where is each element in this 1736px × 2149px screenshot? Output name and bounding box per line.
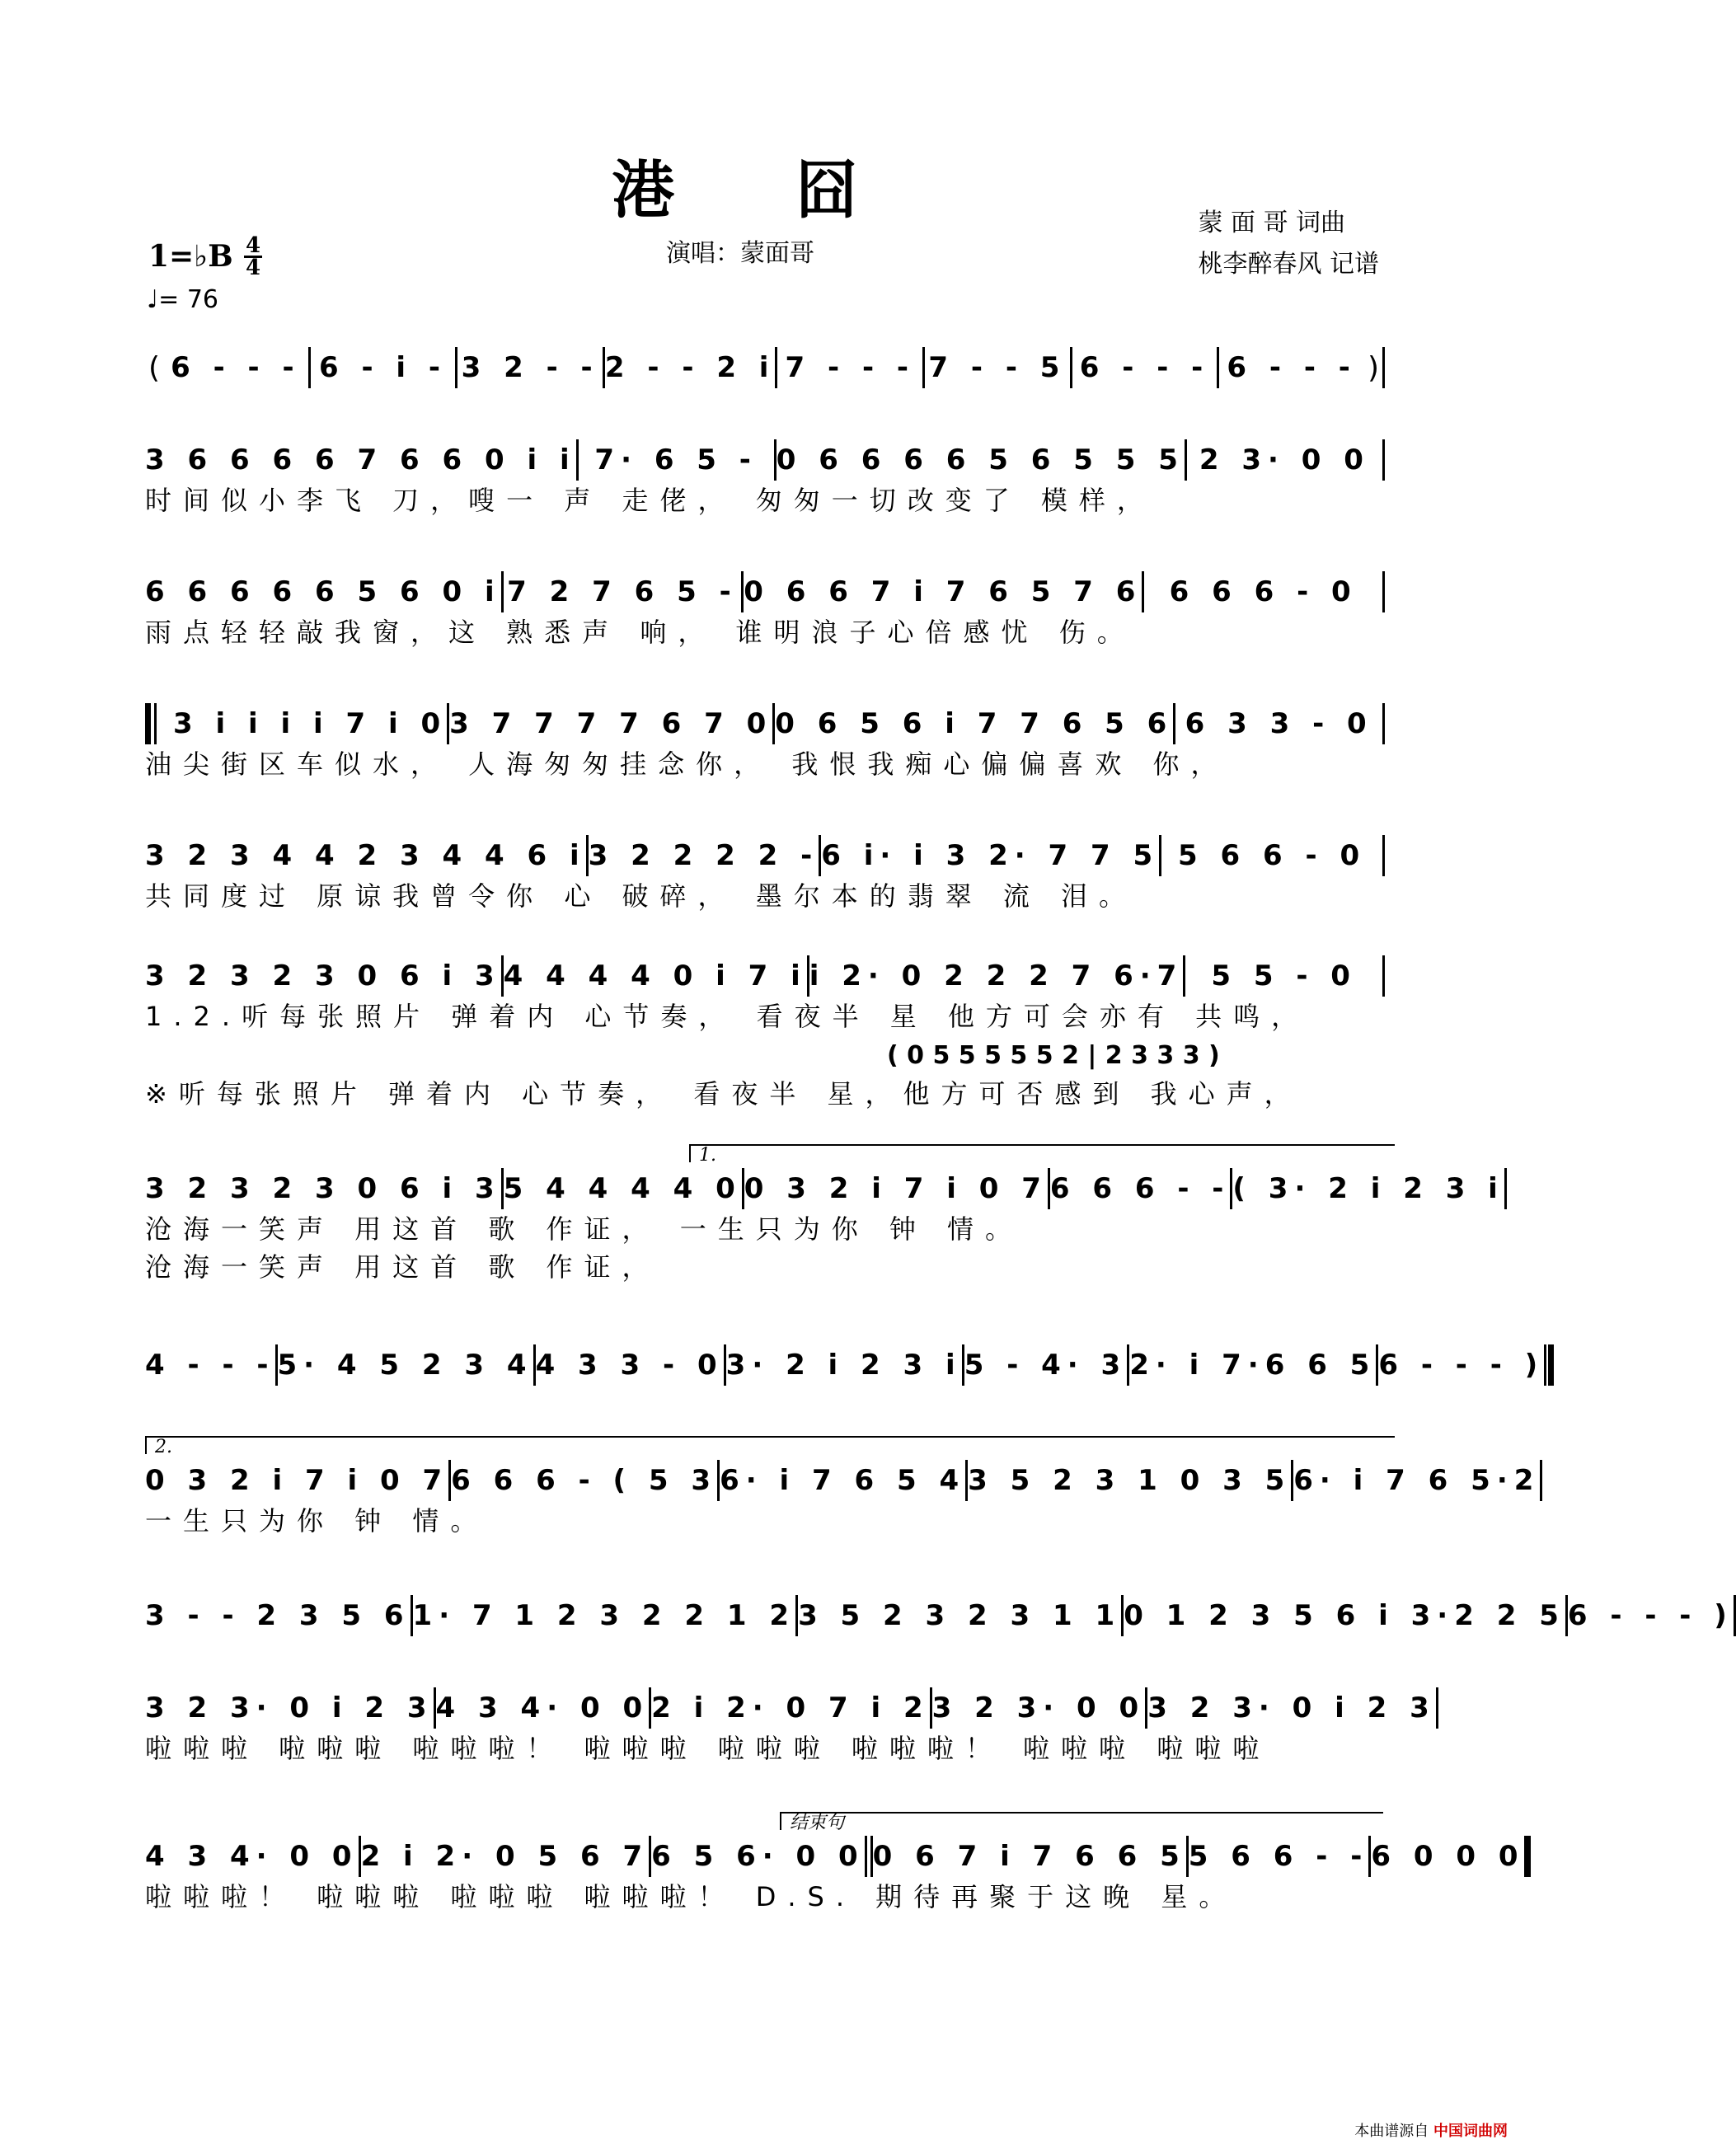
- measure: 4 - - -: [145, 1349, 275, 1382]
- measure: 6 - - - ): [1567, 1599, 1734, 1632]
- barline: [1382, 955, 1385, 997]
- measure: 7 2 7 6 5 -: [507, 575, 738, 608]
- score-system: [145, 1594, 1734, 1637]
- notes-row: [145, 1594, 1734, 1637]
- measure: 7 - - 5: [928, 351, 1067, 384]
- measure: 0 3 2 i 7 i 0 7: [744, 1172, 1048, 1205]
- interlude-notes: ( 0 5 5 5 5 5 2 | 2 3 3 3 ): [887, 1041, 1220, 1070]
- measure: 7· 6 5 -: [594, 443, 758, 476]
- measure: 6· i 7 6 5·2: [1293, 1464, 1541, 1497]
- repeat-start-barline: [145, 703, 157, 744]
- barline: [1382, 703, 1385, 744]
- measure: 5 6 6 - -: [1188, 1840, 1369, 1873]
- measure: 2· i 7·6 6 5: [1129, 1349, 1377, 1382]
- measure: 2 i 2· 0 5 6 7: [360, 1840, 650, 1873]
- measure: 4 3 3 - 0: [535, 1349, 724, 1382]
- measure: 3 2 3· 0 0: [931, 1692, 1146, 1724]
- key-signature: 1=♭B: [148, 239, 233, 274]
- measure: 0 3 2 i 7 i 0 7: [145, 1464, 449, 1497]
- measure: 6 - - - ): [1378, 1349, 1545, 1382]
- song-title: 港 囧: [612, 153, 908, 227]
- notes-row: [145, 955, 1385, 997]
- barline: [1540, 1460, 1542, 1501]
- measure: 6 i· i 3 2· 7 7 5: [821, 839, 1160, 872]
- ending-label: 结束句: [780, 1812, 1383, 1830]
- measure: ( 3· 2 i 2 3 i: [1232, 1172, 1504, 1205]
- lyric-line: 共同度过 原谅我曾令你 心 破碎， 墨尔本的翡翠 流 泪。: [145, 880, 1138, 912]
- measure: 3 - - 2 3 5 6: [145, 1599, 411, 1632]
- barline: [1734, 1595, 1736, 1636]
- credits: [1198, 203, 1379, 285]
- measure: 3· 2 i 2 3 i: [725, 1349, 962, 1382]
- measure: 4 3 4· 0 0: [435, 1692, 650, 1724]
- measure: 2 - - 2 i: [604, 351, 776, 384]
- measure: 6 3 3 - 0: [1185, 707, 1373, 740]
- barline: [1544, 1344, 1554, 1386]
- measure: 6 6 6 - 0: [1169, 575, 1358, 608]
- notes-row: [145, 346, 1385, 389]
- measure: 3 5 2 3 2 3 1 1: [798, 1599, 1122, 1632]
- measure: 6 - i -: [318, 351, 447, 384]
- measure: 6 - - -: [1079, 351, 1210, 384]
- measure: 3 7 7 7 7 6 7 0: [449, 707, 773, 740]
- barline: [865, 1836, 873, 1877]
- time-numerator: 4: [245, 233, 261, 258]
- volta-bracket: 2.: [145, 1436, 1395, 1454]
- notes-row: [145, 834, 1385, 877]
- measure: 5 5 - 0: [1211, 960, 1357, 992]
- notes-row: [145, 1167, 1504, 1210]
- notes-row: [145, 1835, 1525, 1878]
- measure: 6 - - -: [171, 351, 301, 384]
- score-system: [145, 1813, 1525, 1916]
- footer-site: 中国词曲网: [1433, 2123, 1508, 2140]
- measure: 6 0 0 0: [1371, 1840, 1525, 1873]
- notes-row: [145, 1459, 1541, 1502]
- barline: [1382, 439, 1385, 481]
- lyric-line: 1.2.听每张照片 弹着内 心节奏， 看夜半 星 他方可会亦有 共鸣，: [145, 1001, 1310, 1032]
- close-paren: ): [1367, 350, 1380, 385]
- lyric-line: 时间似小李飞 刀，嗖一 声 走佬， 匆匆一切改变了 模样，: [145, 485, 1155, 516]
- measure: 3 2 - -: [461, 351, 599, 384]
- lyric-line: 啦啦啦！ 啦啦啦 啦啦啦 啦啦啦！ D.S. 期待再聚于这晚 星。: [145, 1881, 1237, 1912]
- barline: [1524, 1836, 1531, 1877]
- footer-source: 本曲谱源自: [1354, 2123, 1429, 2140]
- transcriber-credit: 桃李醉春风 记谱: [1198, 250, 1379, 279]
- score-system: [145, 702, 1385, 783]
- lyric-line: 沧海一笑声 用这首 歌 作证， 一生只为你 钟 情。: [145, 1213, 1024, 1245]
- time-denominator: 4: [245, 256, 261, 280]
- score-system: [145, 834, 1385, 915]
- barline: [1504, 1168, 1507, 1209]
- score-system: [145, 1437, 1541, 1540]
- barline: [1382, 347, 1385, 388]
- time-signature: [244, 233, 262, 280]
- measure: 6 - - -: [1227, 351, 1357, 384]
- measure: 0 6 6 6 6 5 6 5 5 5: [776, 443, 1185, 476]
- measure: 7 - - -: [785, 351, 916, 384]
- measure: 0 6 7 i 7 6 6 5: [872, 1840, 1186, 1873]
- notes-row: [145, 570, 1385, 613]
- measure: 0 6 5 6 i 7 7 6 5 6: [775, 707, 1174, 740]
- measure: 3 i i i i 7 i 0: [173, 707, 448, 740]
- measure: 3 6 6 6 6 7 6 6 0 i i: [145, 443, 576, 476]
- measure: 4 4 4 4 0 i 7 i: [503, 960, 807, 992]
- score-system: [145, 570, 1385, 651]
- score-system: [145, 439, 1385, 519]
- measure: 0 6 6 7 i 7 6 5 7 6: [744, 575, 1142, 608]
- measure: 3 2 3 4 4 2 3 4 4 6 i: [145, 839, 586, 872]
- notes-row: [145, 1687, 1436, 1729]
- lyric-line: 雨点轻轻敲我窗，这 熟悉声 响， 谁明浪子心倍感忧 伤。: [145, 617, 1135, 648]
- measure: 6 6 6 - -: [1049, 1172, 1231, 1205]
- notes-row: [145, 439, 1385, 481]
- score-system: [145, 346, 1385, 389]
- composer-credit: 蒙 面 哥 词曲: [1198, 209, 1346, 237]
- score-system: [145, 955, 1385, 1113]
- measure: i 2· 0 2 2 2 7 6·7: [809, 960, 1184, 992]
- volta-bracket: 1.: [689, 1144, 1395, 1162]
- measure: 3 2 3 2 3 0 6 i 3: [145, 1172, 501, 1205]
- singer: 演唱：蒙面哥: [666, 239, 814, 268]
- footer: [1354, 2119, 1508, 2141]
- measure: 6 5 6· 0 0: [651, 1840, 865, 1873]
- measure: 5· 4 5 2 3 4: [277, 1349, 533, 1382]
- measure: 1· 7 1 2 3 2 2 1 2: [412, 1599, 796, 1632]
- measure: 3 2 2 2 2 -: [588, 839, 819, 872]
- barline: [1436, 1687, 1438, 1729]
- measure: 0 1 2 3 5 6 i 3·2 2 5: [1124, 1599, 1565, 1632]
- measure: 3 2 3· 0 i 2 3: [145, 1692, 434, 1724]
- measure: 5 4 4 4 4 0: [503, 1172, 742, 1205]
- measure: 3 2 3· 0 i 2 3: [1147, 1692, 1436, 1724]
- open-paren: (: [148, 350, 161, 385]
- notes-row: [145, 1344, 1545, 1387]
- measure: 6· i 7 6 5 4: [720, 1464, 966, 1497]
- measure: 4 3 4· 0 0: [145, 1840, 359, 1873]
- lyric-line: 啦啦啦 啦啦啦 啦啦啦！ 啦啦啦 啦啦啦 啦啦啦！ 啦啦啦 啦啦啦: [145, 1733, 1271, 1764]
- lyric-line: 油尖街区车似水， 人海匆匆挂念你， 我恨我痴心偏偏喜欢 你，: [145, 748, 1229, 780]
- measure: 5 - 4· 3: [964, 1349, 1128, 1382]
- barline: [1382, 835, 1385, 876]
- score-system: [145, 1344, 1545, 1387]
- notes-row: [145, 702, 1385, 745]
- score-system: [145, 1145, 1504, 1286]
- lyric-line: 沧海一笑声 用这首 歌 作证，: [145, 1251, 660, 1283]
- tempo-marking: [147, 285, 218, 314]
- measure: 3 5 2 3 1 0 3 5: [968, 1464, 1292, 1497]
- lyric-line: 一生只为你 钟 情。: [145, 1505, 489, 1537]
- measure: 2 3· 0 0: [1199, 443, 1370, 476]
- lyric-line: ※听每张照片 弹着内 心节奏， 看夜半 星，他方可否感到 我心声，: [145, 1078, 1302, 1110]
- barline: [1382, 571, 1385, 612]
- measure: 2 i 2· 0 7 i 2: [651, 1692, 930, 1724]
- quarter-note-icon: ♩: [147, 285, 159, 314]
- tempo-value: = 76: [158, 285, 219, 314]
- measure: 6 6 6 6 6 5 6 0 i: [145, 575, 501, 608]
- measure: 6 6 6 - ( 5 3: [451, 1464, 718, 1497]
- score-system: [145, 1687, 1436, 1767]
- measure: 5 6 6 - 0: [1178, 839, 1367, 872]
- measure: 3 2 3 2 3 0 6 i 3: [145, 960, 501, 992]
